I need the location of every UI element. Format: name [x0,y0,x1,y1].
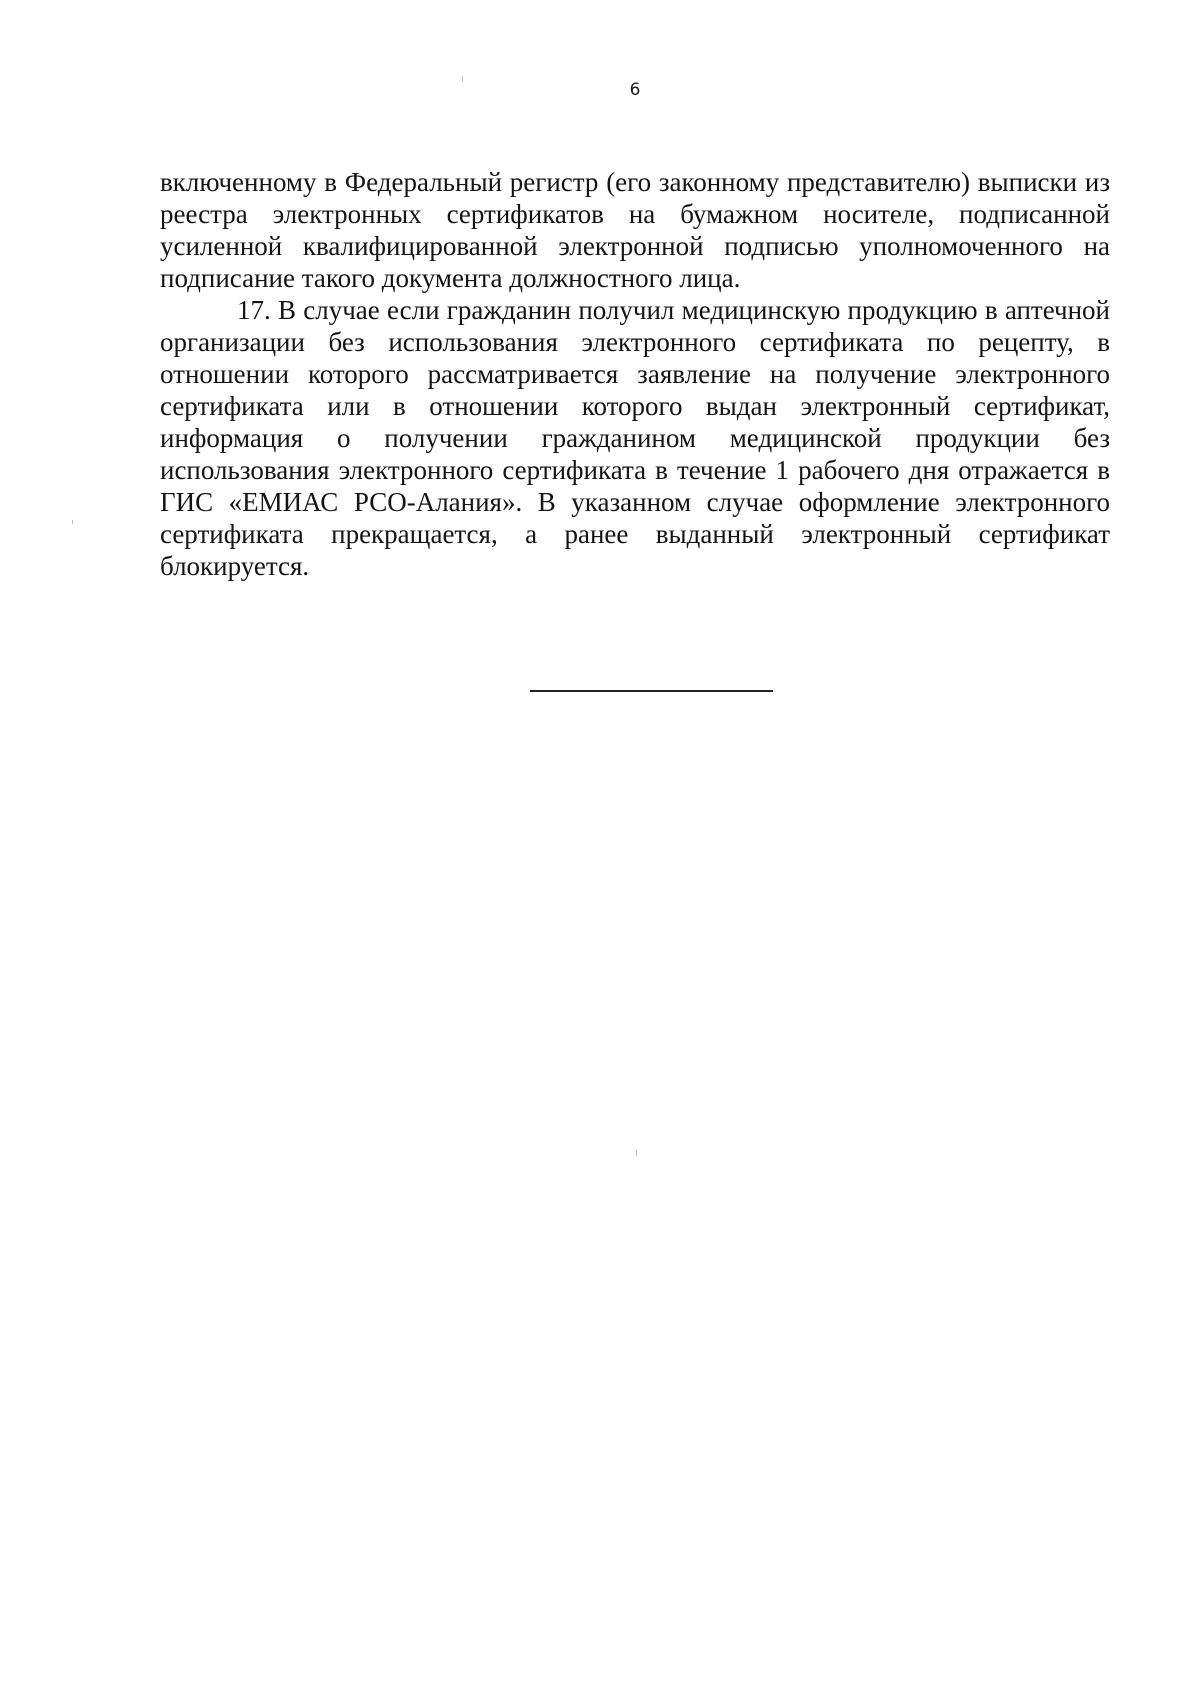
paragraph-17: 17. В случае если гражданин получил медицинскую продукцию в аптечной организации без использования электронного сертификата по рецепту, в отношении которого рассматривается заявление на получение электронного сертификата или в отношении которого выдан электронный сертификат, информация о получении гражданином медицинской продукции без использования электронного сертификата в течение 1 рабочего дня отражается в ГИС «ЕМИАС РСО-Алания». В указанном случае оформление электронного сертификата прекращается, а ранее выданный электронный сертификат блокируется. [160,295,1110,581]
scan-speck [636,1150,637,1156]
document-body [160,166,1110,582]
scan-speck [462,76,463,82]
paragraph-continuation: включенному в Федеральный регистр (его законному представителю) выписки из реестра электронных сертификатов на бумажном носителе, подписанной усиленной квалифицированной электронной подписью уполномоченного на подписание такого документа должностного лица. [160,167,1110,293]
scan-speck [72,520,73,524]
page-number: 6 [629,80,641,100]
end-of-document-rule [530,690,773,692]
